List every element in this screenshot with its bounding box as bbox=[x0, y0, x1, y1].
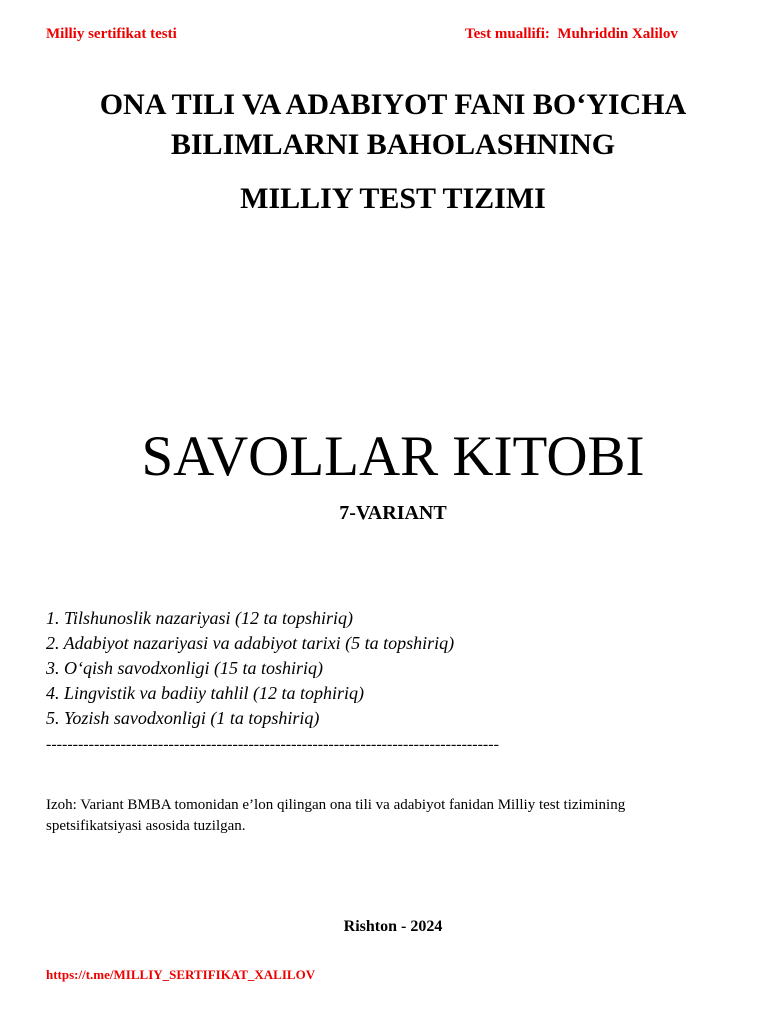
section-item: 1. Tilshunoslik nazariyasi (12 ta topshiriq) bbox=[46, 608, 354, 628]
document-title-line-1: ONA TILI VA ADABIYOT FANI BO‘YICHA bbox=[99, 88, 687, 121]
document-title-line-3: MILLIY TEST TIZIMI bbox=[240, 182, 546, 215]
variant-label: 7-VARIANT bbox=[339, 502, 447, 524]
dashed-divider: ------------------------------------------------------------------------------------- bbox=[46, 736, 499, 753]
section-item: 5. Yozish savodxonligi (1 ta topshiriq) bbox=[46, 708, 320, 728]
book-title: SAVOLLAR KITOBI bbox=[141, 425, 645, 488]
section-item: 4. Lingvistik va badiiy tahlil (12 ta tophiriq) bbox=[46, 683, 364, 703]
note-text: Izoh: Variant BMBA tomonidan e’lon qilingan ona tili va adabiyot fanidan Milliy test tizimining spetsifikatsiyasi asosida tuzilgan. bbox=[46, 797, 626, 834]
section-item: 2. Adabiyot nazariyasi va adabiyot tarixi (5 ta topshiriq) bbox=[46, 633, 455, 653]
header-author-label: Test muallifi: Muhriddin Xalilov bbox=[465, 26, 678, 42]
sections-list bbox=[46, 606, 454, 731]
header-left-label: Milliy sertifikat testi bbox=[46, 26, 177, 42]
footer-place-year: Rishton - 2024 bbox=[343, 918, 443, 935]
document-title-line-2: BILIMLARNI BAHOLASHNING bbox=[170, 128, 616, 161]
telegram-link[interactable]: https://t.me/MILLIY_SERTIFIKAT_XALILOV bbox=[46, 967, 316, 982]
section-item: 3. O‘qish savodxonligi (15 ta toshiriq) bbox=[46, 658, 323, 678]
